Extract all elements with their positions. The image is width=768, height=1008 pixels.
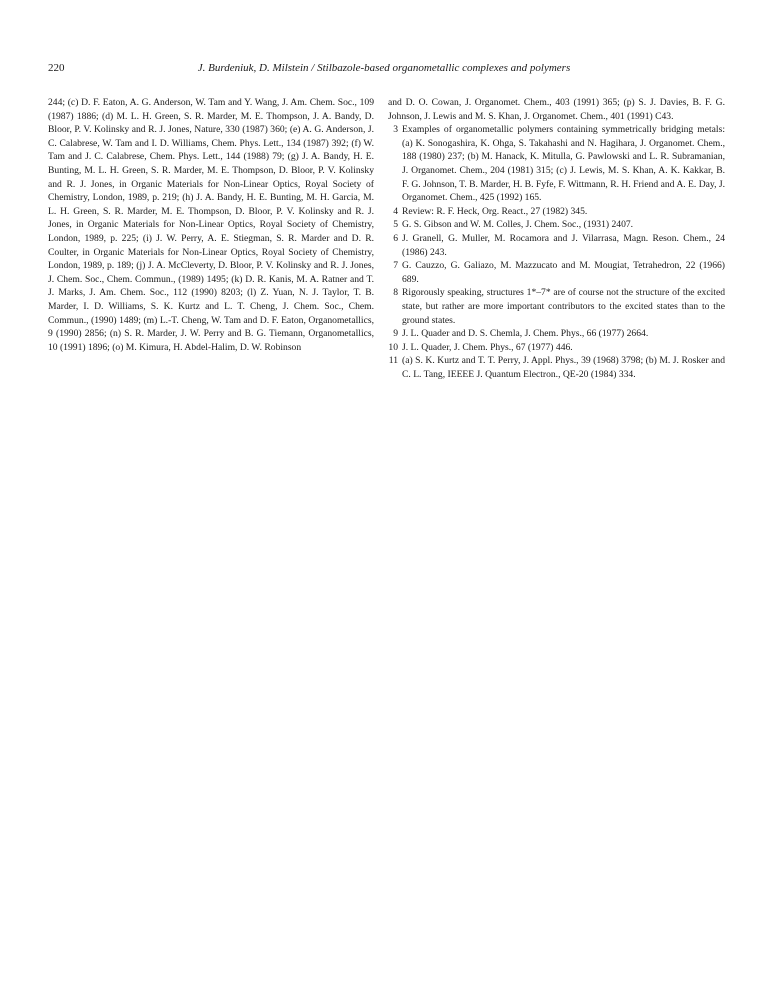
reference-continuation: 244; (c) D. F. Eaton, A. G. Anderson, W. Tam and Y. Wang, J. Am. Chem. Soc., 109 (1987) 1886; (d) M. L. H. Green, S. R. Marder, M. E. Thompson, J. A. Bandy, D. Bloor, P. V. Kolinsky and R. J. Jones, Nature, 330 (1987) 360; (e) A. G. Anderson, J. C. Calabrese, W. Tam and I. D. Williams, Chem. Phys. Lett., 134 (1987) 392; (f) W. Tam and J. C. Calabrese, Chem. Phys. Lett., 144 (1988) 79; (g) J. A. Bandy, H. E. Bunting, M. L. H. Green, S. R. Marder, M. E. Thompson, D. Bloor, P. V. Kolinsky and R. J. Jones, in Organic Materials for Non-Linear Optics, Royal Society of Chemistry, London, 1989, p. 219; (h) J. A. Bandy, H. E. Bunting, M. H. Garcia, M. L. H. Green, S. R. Marder, M. E. Thompson, D. Bloor, P. V. Kolinsky and R. J. Jones, in Organic Materials for Non-Linear Optics, Royal Society of Chemistry, London, 1989, p. 225; (i) J. W. Perry, A. E. Stiegman, S. R. Marder and D. R. Coulter, in Organic Materials for Non-Linear Optics, Royal Society of Chemistry, London, 1989, p. 189; (j) J. A. McCleverty, D. Bloor, P. V. Kolinsky and R. J. Jones, J. Chem. Soc., Chem. Commun., (1989) 1495; (k) D. R. Kanis, M. A. Ratner and T. J. Marks, J. Am. Chem. Soc., 112 (1990) 8203; (l) Z. Yuan, N. J. Taylor, T. B. Marder, I. D. Williams, S. K. Kurtz and L. T. Cheng, J. Chem. Soc., Chem. Commun., (1990) 1489; (m) L.-T. Cheng, W. Tam and D. F. Eaton, Organometallics, 9 (1990) 2856; (n) S. R. Marder, J. W. Perry and B. G. Tiemann, Organometallics, 10 (1991) 1896; (o) M. Kimura, H. Abdel-Halim, D. W. Robinson — [48, 97, 374, 353]
reference-number: 7 — [393, 260, 398, 272]
reference-continuation: and D. O. Cowan, J. Organomet. Chem., 403 (1991) 365; (p) S. J. Davies, B. F. G. Johnson, J. Lewis and M. S. Khan, J. Organomet. Chem., 401 (1991) C43. — [388, 97, 725, 122]
reference-item — [388, 354, 725, 381]
reference-item — [388, 327, 725, 341]
reference-text: G. S. Gibson and W. M. Colles, J. Chem. Soc., (1931) 2407. — [402, 219, 634, 231]
reference-number: 5 — [393, 219, 398, 231]
reference-item — [388, 218, 725, 232]
reference-item — [388, 232, 725, 259]
reference-text: J. Granell, G. Muller, M. Rocamora and J. Vilarrasa, Magn. Reson. Chem., 24 (1986) 243. — [402, 232, 725, 258]
reference-text: J. L. Quader, J. Chem. Phys., 67 (1977) 446. — [402, 341, 573, 353]
reference-number: 9 — [393, 328, 398, 340]
reference-text: (a) S. K. Kurtz and T. T. Perry, J. Appl. Phys., 39 (1968) 3798; (b) M. J. Rosker and C. L. Tang, IEEEE J. Quantum Electron., QE-20 (1984) 334. — [402, 355, 725, 380]
right-column — [388, 96, 725, 381]
reference-item — [388, 259, 725, 286]
reference-text: Rigorously speaking, structures 1*–7* are of course not the structure of the excited state, but rather are more important contributors to the excited states than to the ground states. — [402, 287, 725, 326]
reference-number: 3 — [393, 124, 398, 136]
reference-text: Examples of organometallic polymers containing symmetrically bridging metals: (a) K. Sonogashira, K. Ohga, S. Takahashi and N. Hagihara, J. Organomet. Chem., 188 (1980) 237; (b) M. Hanack, K. Mitulla, G. Pawlowski and L. R. Subramanian, J. Organomet. Chem., 204 (1981) 315; (c) J. Lewis, M. S. Khan, A. K. Kakkar, B. F. G. Johnson, T. B. Marder, H. B. Fyfe, F. Wittmann, R. H. Friend and A. E. Day, J. Organomet. Chem., 425 (1992) 165. — [402, 124, 725, 204]
reference-number: 4 — [393, 205, 398, 217]
reference-text: J. L. Quader and D. S. Chemla, J. Chem. Phys., 66 (1977) 2664. — [402, 328, 649, 340]
left-column — [48, 96, 374, 354]
reference-number: 11 — [388, 355, 398, 367]
reference-number: 6 — [393, 232, 398, 244]
reference-text: G. Cauzzo, G. Galiazo, M. Mazzucato and M. Mougiat, Tetrahedron, 22 (1966) 689. — [402, 260, 725, 285]
reference-number: 10 — [388, 341, 398, 353]
reference-item — [388, 205, 725, 219]
reference-text: Review: R. F. Heck, Org. React., 27 (1982) 345. — [402, 205, 588, 217]
reference-item — [388, 286, 725, 327]
running-head: J. Burdeniuk, D. Milstein / Stilbazole-based organometallic complexes and polymers — [197, 62, 571, 74]
reference-item — [388, 123, 725, 205]
page-number: 220 — [48, 62, 65, 74]
reference-number: 8 — [393, 287, 398, 299]
reference-item — [388, 341, 725, 355]
